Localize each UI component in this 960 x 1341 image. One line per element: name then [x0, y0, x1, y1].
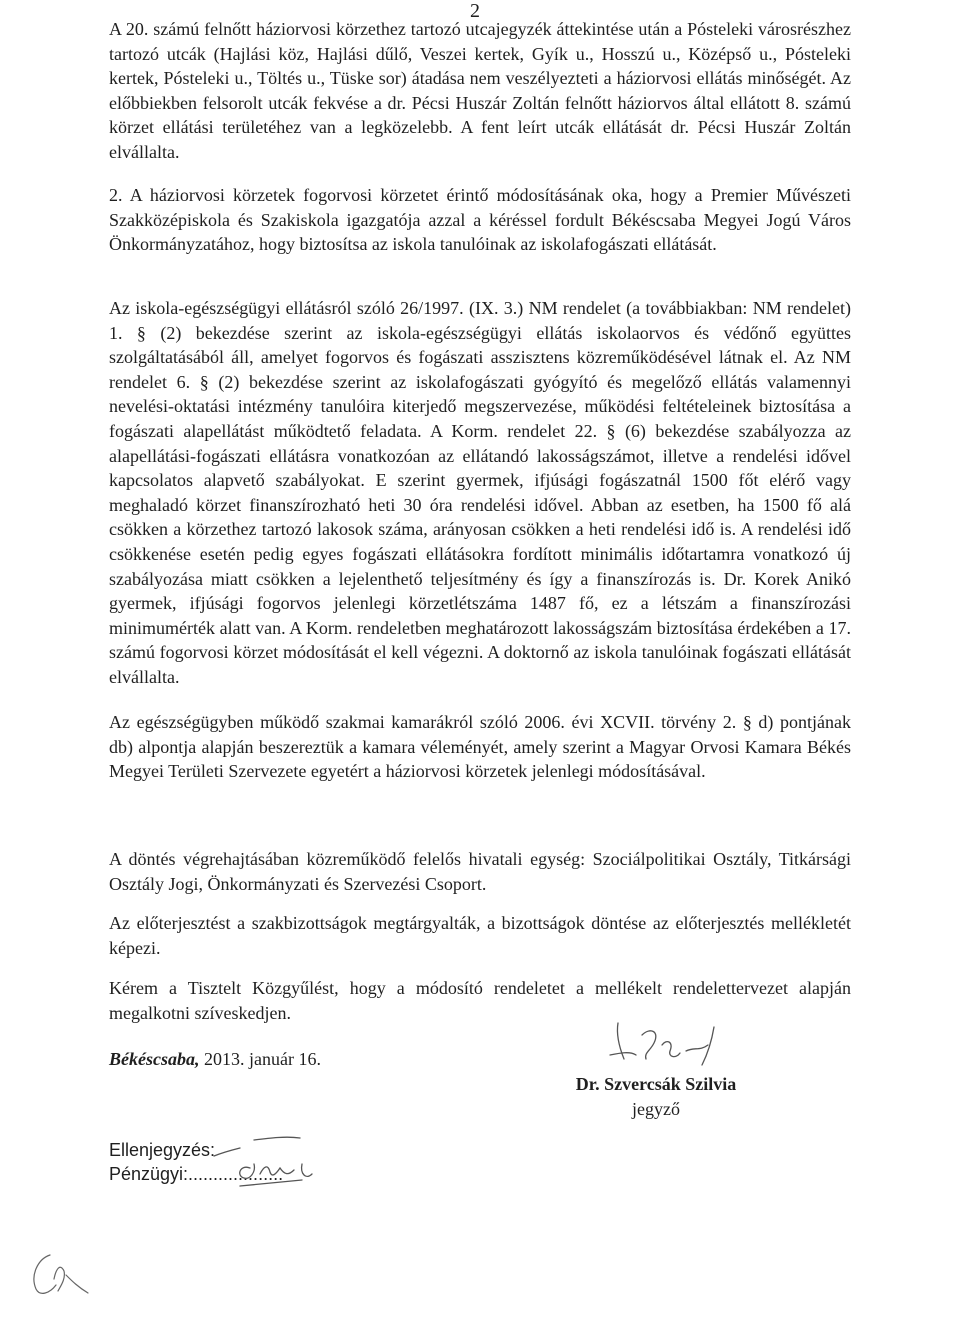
- paragraph-nm-regulation: Az iskola-egészségügyi ellátásról szóló 26/1997. (IX. 3.) NM rendelet (a továbbiakban: NM rendelet) 1. § (2) bekezdése szerint az iskola-egészségügyi ellátás iskolaorvos és védőnő együttes szolgáltatásából áll, amelyet fogorvos és fogászati asszisztens közreműködésével látnak el. Az NM rendelet 6. § (2) bekezdése szerint az iskolafogászati gyógyító és megelőző ellátás valamennyi nevelési-oktatási intézmény tanulóira kiterjedő megszervezése, működési feltételeinek biztosítása a fogászati alapellátást működtető feladata. A Korm. rendelet 22. § (6) bekezdése szabályozza az alapellátási-fogászati ellátásra vonatkozóan az ellátandó lakosságszámot, illetve a rendelési idővel kapcsolatos alapvető szabályokat. E szerint gyermek, ifjúsági fogászatnál 1500 főt elérő vagy meghaladó körzet finanszírozható heti 30 óra rendelési idővel. Abban az esetben, ha 1500 fő alá csökken a körzethez tartozó lakosok száma, arányosan csökken a heti rendelési idő is. A rendelési idő csökkenése esetén pedig egyes fogászati ellátásokra fordított minimális időtartamra vonatkozó új szabályozása miatt csökken a lejelenthető teljesítmény és így a finanszírozás is. Dr. Korek Anikó gyermek, ifjúsági fogorvos jelenlegi körzetlétszáma 1487 fő, ez a létszám a finanszírozási minimumérték alatt van. A Korm. rendeletben meghatározott lakosságszám biztosítása érdekében a 17. számú fogorvosi körzet módosítását el kell végezni. A doktornő az iskola tanulóinak fogászati ellátását elvállalta.: [109, 298, 851, 687]
- paragraph-request: Kérem a Tisztelt Közgyűlést, hogy a módosító rendeletet a mellékelt rendelettervezet alapján megalkotni szíveskedjen.: [109, 978, 851, 1023]
- place-and-date: [109, 1049, 321, 1070]
- document-date: 2013. január 16.: [199, 1049, 321, 1069]
- signatory-name: Dr. Szvercsák Szilvia: [575, 1074, 737, 1094]
- paragraph-dental-district-reason: 2. A háziorvosi körzetek fogorvosi körzetet érintő módosításának oka, hogy a Premier Művészeti Szakközépiskola és Szakiskola igazgatója azzal a kéréssel fordult Békéscsaba Megyei Jogú Város Önkormányzatához, hogy biztosítsa az iskola tanulóinak az iskolafogászati ellátását.: [109, 185, 851, 255]
- signatory-title: jegyző: [632, 1099, 680, 1119]
- paragraph-chamber-opinion: Az egészségügyben működő szakmai kamarákról szóló 2006. évi XCVII. törvény 2. § d) pontjának db) alpontja alapján beszereztük a kamara véleményét, amely szerint a Magyar Orvosi Kamara Békés Megyei Területi Szervezete egyetért a háziorvosi körzetek jelenlegi módosításával.: [109, 712, 851, 782]
- place-name: Békéscsaba,: [109, 1049, 200, 1069]
- paragraph-street-list: A 20. számú felnőtt háziorvosi körzethez tartozó utcajegyzék áttekintése után a Pósteleki városrészhez tartozó utcák (Hajlási köz, Hajlási dűlő, Veszei kertek, Gyík u., Hosszú u., Középső u., Pósteleki kertek, Pósteleki u., Töltés u., Tüske sor) átadása nem veszélyezteti a háziorvosi ellátás minőségét. Az előbbiekben felsorolt utcák fekvése a dr. Pécsi Huszár Zoltán felnőtt háziorvos által ellátott 8. számú körzet ellátási területéhez van a legközelebb. A fent leírt utcák ellátását dr. Pécsi Huszár Zoltán elvállalta.: [109, 19, 851, 162]
- page-number: 2: [470, 0, 480, 22]
- countersign-signature: [210, 1134, 320, 1194]
- paragraph-responsible-unit: A döntés végrehajtásában közreműködő felelős hivatali egység: Szociálpolitikai Osztály, Titkársági Osztály Jogi, Önkormányzati és Szervezési Csoport.: [109, 849, 851, 894]
- paragraph-committees: Az előterjesztést a szakbizottságok megtárgyalták, a bizottságok döntése az előterjesztés mellékletét képezi.: [109, 913, 851, 958]
- countersign-label: Ellenjegyzés:: [109, 1140, 216, 1160]
- initials-signature: [20, 1245, 110, 1309]
- handwritten-signature: [590, 1015, 740, 1081]
- financial-label: Pénzügyi:...................: [109, 1164, 284, 1184]
